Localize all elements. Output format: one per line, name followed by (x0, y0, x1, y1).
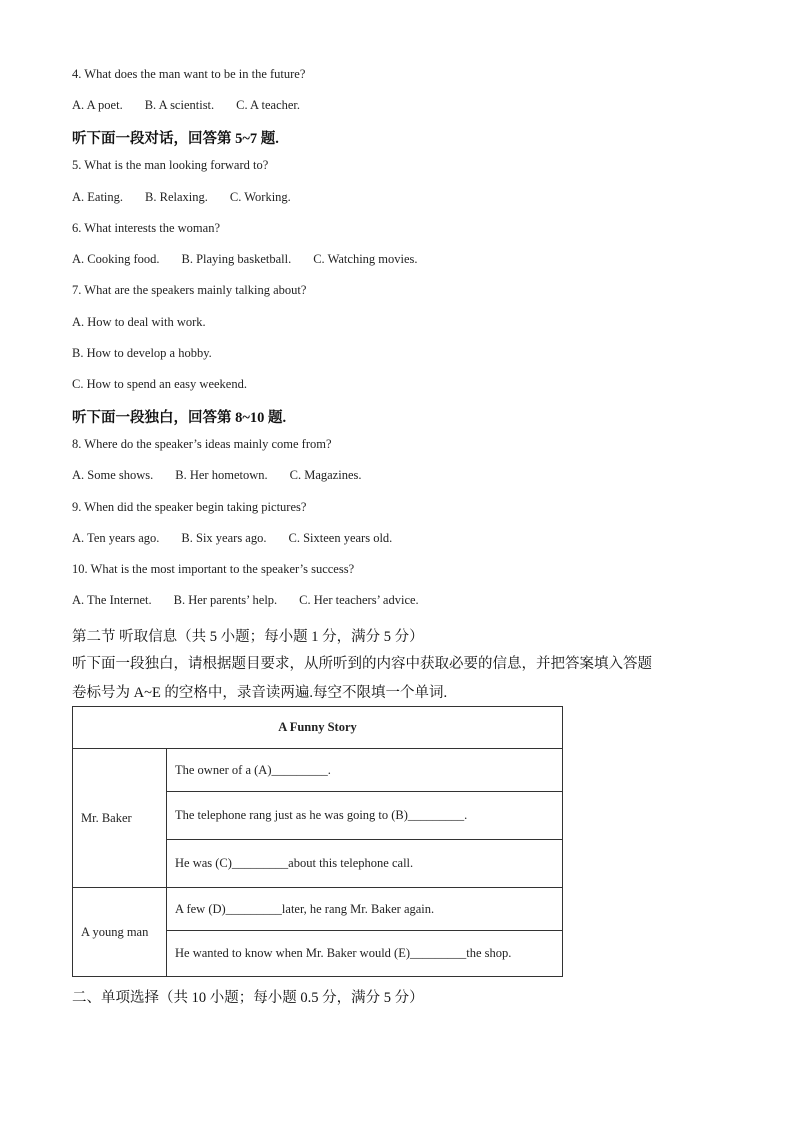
option-c: C. Sixteen years old. (288, 531, 393, 545)
question-7: 7. What are the speakers mainly talking about? (72, 283, 307, 297)
part-two-heading: 二、单项选择（共 10 小题；每小题 0.5 分，满分 5 分） (72, 990, 424, 1006)
question-8-options (72, 468, 383, 483)
option-b: B. Her hometown. (175, 468, 268, 482)
row-label-mr-baker: Mr. Baker (73, 749, 167, 888)
option-b: B. Relaxing. (145, 190, 208, 204)
question-4-options (72, 98, 322, 113)
question-6-options (72, 252, 440, 267)
option-b: B. Playing basketball. (181, 252, 292, 266)
option-a: A. Cooking food. (72, 252, 160, 266)
question-7-option-a: A. How to deal with work. (72, 315, 206, 329)
option-a: A. Some shows. (72, 468, 154, 482)
question-10: 10. What is the most important to the speaker’s success? (72, 562, 355, 576)
story-table (72, 706, 563, 977)
table-cell-e: He wanted to know when Mr. Baker would (E)_________the shop. (167, 931, 563, 977)
option-c: C. Watching movies. (313, 252, 418, 266)
option-c: C. A teacher. (236, 98, 301, 112)
option-a: A. Eating. (72, 190, 124, 204)
question-7-option-c: C. How to spend an easy weekend. (72, 377, 247, 391)
option-a: A. The Internet. (72, 593, 152, 607)
part2-heading: 第二节 听取信息（共 5 小题；每小题 1 分，满分 5 分） (72, 629, 424, 645)
option-b: B. Her parents’ help. (173, 593, 278, 607)
question-8: 8. Where do the speaker’s ideas mainly come from? (72, 437, 332, 451)
question-10-options (72, 593, 441, 608)
option-c: C. Working. (229, 190, 291, 204)
option-b: B. A scientist. (144, 98, 215, 112)
story-table-title: A Funny Story (73, 707, 563, 749)
section-heading-8-10: 听下面一段独白，回答第 8~10 题. (72, 410, 287, 426)
table-cell-b: The telephone rang just as he was going to (B)_________. (167, 792, 563, 840)
question-9-options (72, 531, 414, 546)
row-label-young-man: A young man (73, 888, 167, 977)
question-9: 9. When did the speaker begin taking pictures? (72, 500, 307, 514)
question-6: 6. What interests the woman? (72, 221, 220, 235)
option-c: C. Magazines. (289, 468, 362, 482)
question-5-options (72, 190, 313, 205)
part2-instructions-line-1: 听下面一段独白，请根据题目要求，从所听到的内容中获取必要的信息，并把答案填入答题 (72, 656, 652, 672)
option-a: A. Ten years ago. (72, 531, 160, 545)
option-c: C. Her teachers’ advice. (299, 593, 419, 607)
table-cell-d: A few (D)_________later, he rang Mr. Baker again. (167, 888, 563, 931)
option-b: B. Six years ago. (181, 531, 267, 545)
table-cell-a: The owner of a (A)_________. (167, 749, 563, 792)
part2-instructions-line-2: 卷标号为 A~E 的空格中，录音读两遍.每空不限填一个单词. (72, 685, 448, 701)
section-heading-5-7: 听下面一段对话，回答第 5~7 题. (72, 131, 279, 147)
question-5: 5. What is the man looking forward to? (72, 158, 269, 172)
table-cell-c: He was (C)_________about this telephone call. (167, 840, 563, 888)
question-4: 4. What does the man want to be in the future? (72, 67, 306, 81)
question-7-option-b: B. How to develop a hobby. (72, 346, 212, 360)
option-a: A. A poet. (72, 98, 123, 112)
